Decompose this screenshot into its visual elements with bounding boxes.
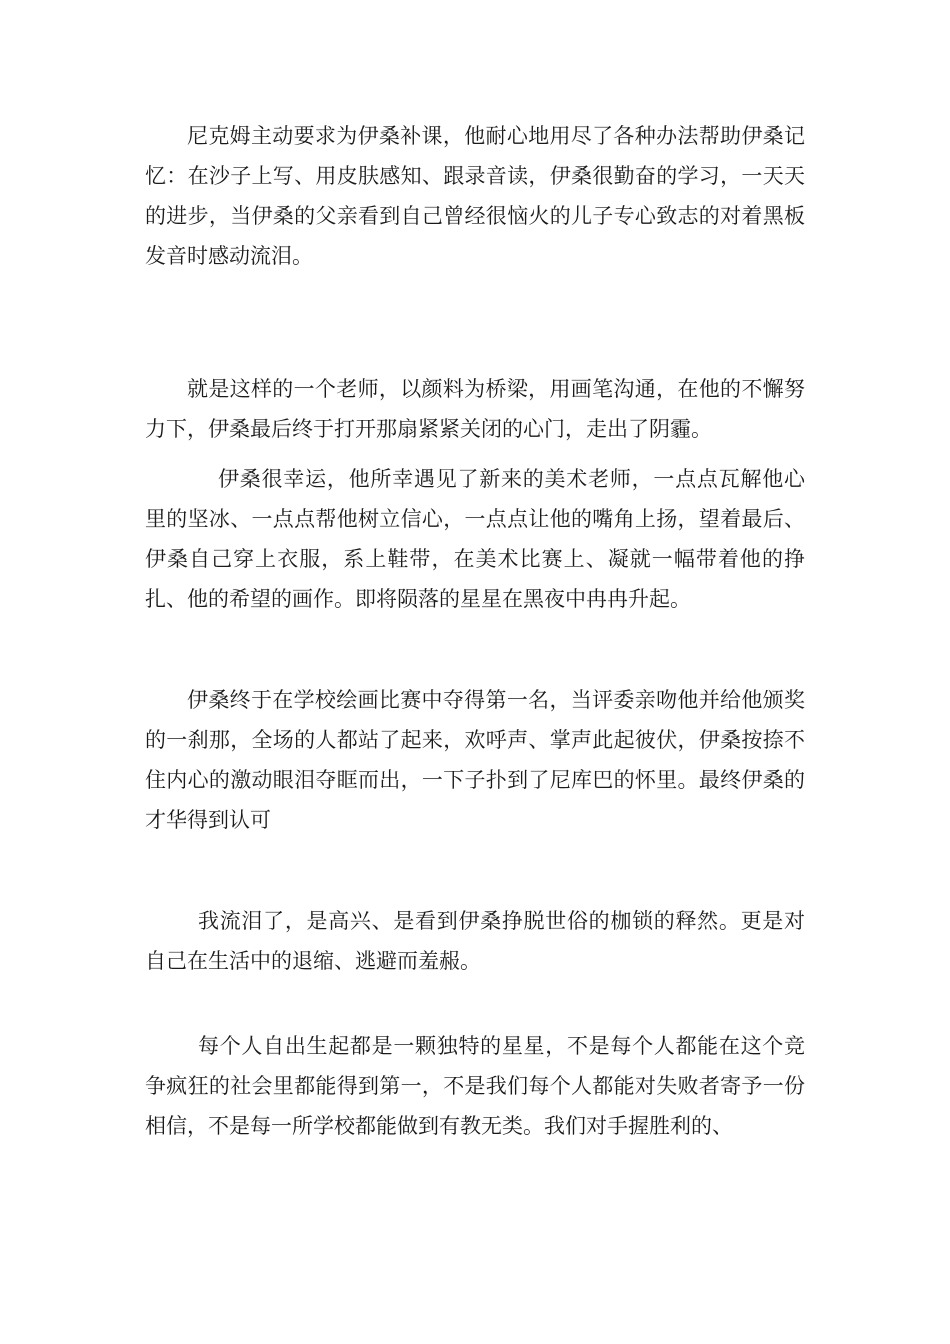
paragraph: 伊桑终于在学校绘画比赛中夺得第一名，当评委亲吻他并给他颁奖的一刹那，全场的人都站了起来，欢呼声、掌声此起彼伏，伊桑按捺不住内心的激动眼泪夺眶而出，一下子扑到了尼库巴的怀里。最终伊桑的才华得到认可: [145, 688, 805, 832]
paragraph: 伊桑很幸运，他所幸遇见了新来的美术老师，一点点瓦解他心里的坚冰、一点点帮他树立信心，一点点让他的嘴角上扬，望着最后、伊桑自己穿上衣服，系上鞋带，在美术比赛上、凝就一幅带着他的挣扎、他的希望的画作。即将陨落的星星在黑夜中冉冉升起。: [145, 467, 805, 611]
paragraph: 尼克姆主动要求为伊桑补课，他耐心地用尽了各种办法帮助伊桑记忆：在沙子上写、用皮肤感知、跟录音读，伊桑很勤奋的学习，一天天的进步，当伊桑的父亲看到自己曾经很恼火的儿子专心致志的对着黑板发音时感动流泪。: [145, 124, 805, 268]
paragraph: 就是这样的一个老师，以颜料为桥梁，用画笔沟通，在他的不懈努力下，伊桑最后终于打开那扇紧紧关闭的心门，走出了阴霾。: [145, 377, 805, 441]
paragraph: 我流泪了，是高兴、是看到伊桑挣脱世俗的枷锁的释然。更是对自己在生活中的退缩、逃避而羞赧。: [145, 909, 805, 973]
paragraph: 每个人自出生起都是一颗独特的星星，不是每个人都能在这个竞争疯狂的社会里都能得到第一，不是我们每个人都能对失败者寄予一份相信，不是每一所学校都能做到有教无类。我们对手握胜利的、: [145, 1034, 805, 1138]
